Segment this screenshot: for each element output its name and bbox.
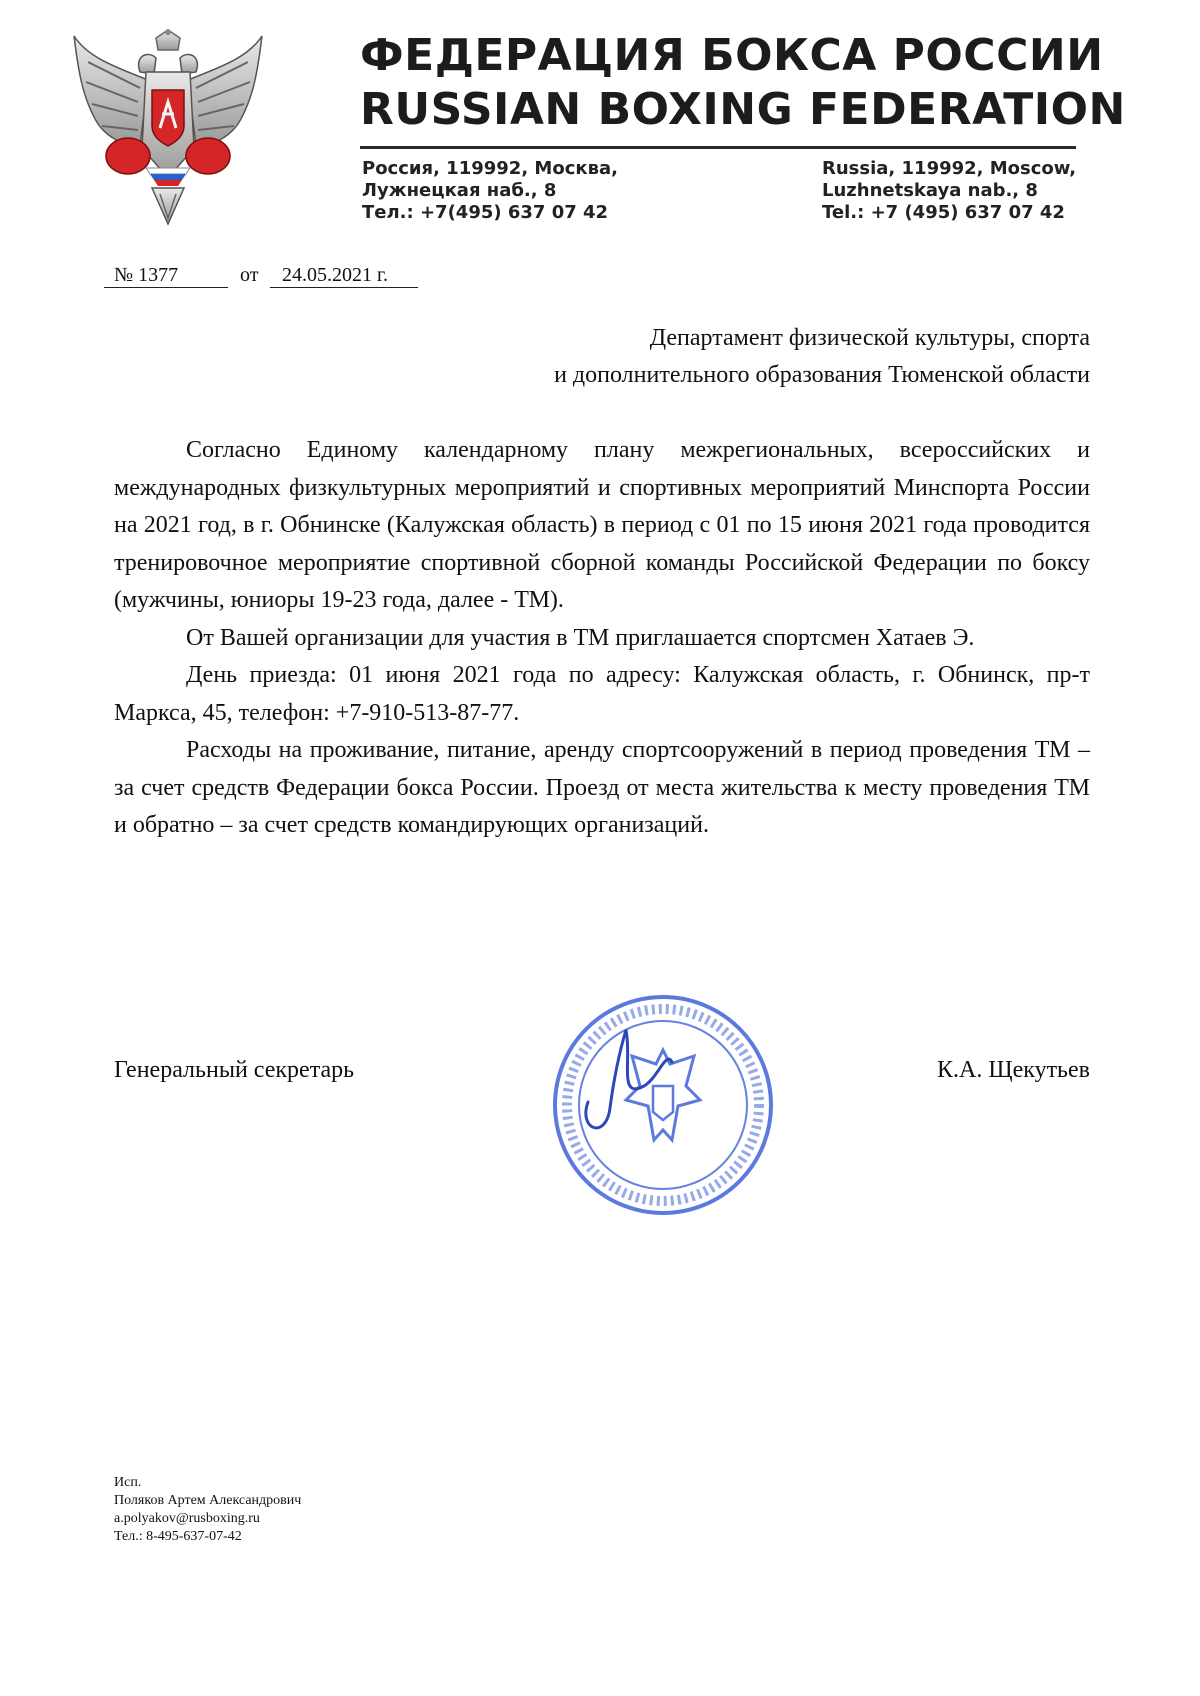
body-paragraph: Расходы на проживание, питание, аренду спортсооружений в период проведения ТМ – за счет средств Федерации бокса России. Проезд от места жительства к месту проведения ТМ и обратно – за счет средств командирующих организаций. <box>114 737 1090 838</box>
signatory-name: К.А. Щекутьев <box>937 1057 1090 1083</box>
address-en <box>822 158 1076 224</box>
letter-body <box>114 432 1090 845</box>
address-en-line: Tel.: +7 (495) 637 07 42 <box>822 202 1065 223</box>
registration-date: 24.05.2021 г. <box>270 264 418 288</box>
federation-title-ru: ФЕДЕРАЦИЯ БОКСА РОССИИ <box>360 30 1104 81</box>
federation-emblem-icon <box>68 28 268 228</box>
addressee-line: Департамент физической культуры, спорта <box>649 325 1090 351</box>
header-divider <box>360 146 1076 149</box>
federation-title-en: RUSSIAN BOXING FEDERATION <box>360 84 1126 135</box>
executor-block <box>114 1474 301 1546</box>
registration-ot: от <box>240 264 259 286</box>
executor-name: Поляков Артем Александрович <box>114 1493 302 1508</box>
body-paragraph: Согласно Единому календарному плану межрегиональных, всероссийских и международных физкультурных мероприятий и спортивных мероприятий Минспорта России на 2021 год, в г. Обнинске (Калужская область) в период с 01 по 15 июня 2021 года проводится тренировочное мероприятие спортивной сборной команды Российской Федерации по боксу (мужчины, юниоры 19-23 года, далее - ТМ). <box>114 437 1090 613</box>
address-ru-line: Россия, 119992, Москва, <box>362 158 618 179</box>
address-en-line: Russia, 119992, Moscow, <box>822 158 1077 179</box>
body-paragraph: День приезда: 01 июня 2021 года по адресу: Калужская область, г. Обнинск, пр-т Маркса, 45, телефон: +7-910-513-87-77. <box>114 662 1090 726</box>
address-ru-line: Тел.: +7(495) 637 07 42 <box>362 202 609 223</box>
addressee-block <box>554 320 1090 394</box>
registration-number: № 1377 <box>104 264 228 288</box>
addressee-line: и дополнительного образования Тюменской области <box>554 362 1090 388</box>
executor-email: a.polyakov@rusboxing.ru <box>114 1511 260 1526</box>
address-ru-line: Лужнецкая наб., 8 <box>362 180 557 201</box>
address-ru <box>362 158 618 224</box>
executor-label: Исп. <box>114 1475 142 1490</box>
address-en-line: Luzhnetskaya nab., 8 <box>822 180 1038 201</box>
executor-phone: Тел.: 8-495-637-07-42 <box>114 1529 242 1544</box>
signatory-title: Генеральный секретарь <box>114 1057 355 1083</box>
body-paragraph: От Вашей организации для участия в ТМ приглашается спортсмен Хатаев Э. <box>186 624 975 651</box>
official-stamp-icon <box>548 990 778 1220</box>
